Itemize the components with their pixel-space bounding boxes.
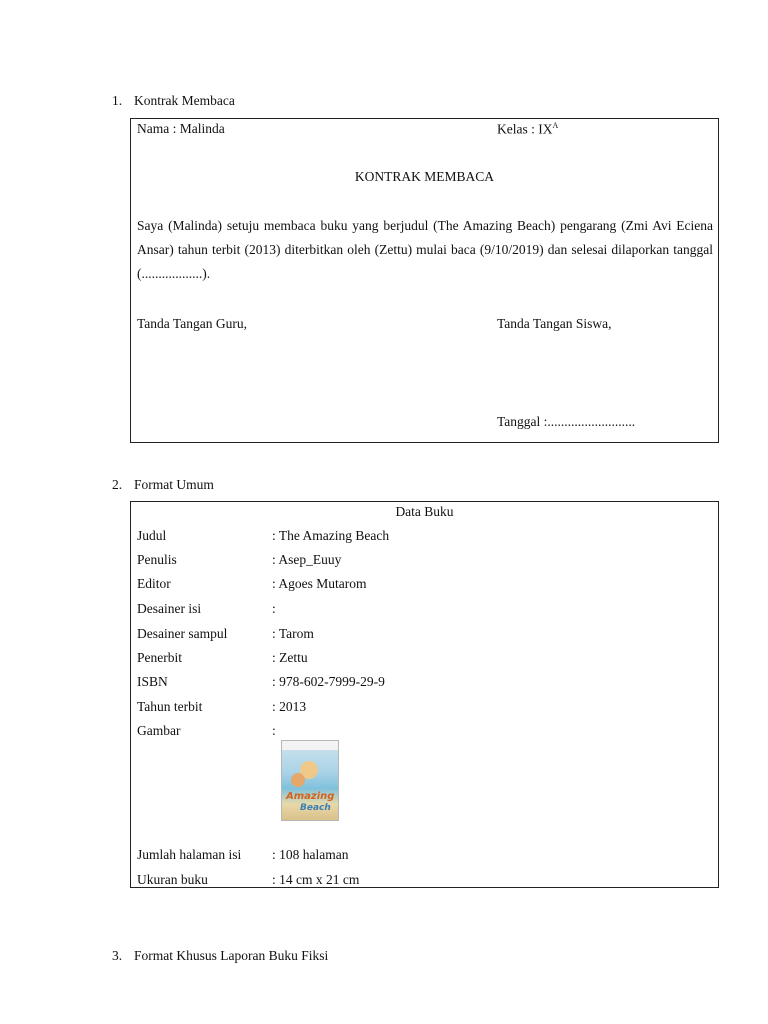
table-row — [137, 650, 308, 666]
row-label: Desainer isi — [137, 601, 202, 616]
row-label: Desainer sampul — [137, 626, 228, 641]
data-buku-box — [130, 501, 719, 888]
book-cover-image — [281, 740, 339, 821]
section-number: 2. — [112, 477, 123, 492]
row-label: Editor — [137, 576, 171, 591]
ttd-siswa-label: Tanda Tangan Siswa, — [497, 316, 612, 331]
row-label: Jumlah halaman isi — [137, 847, 242, 862]
kelas-text: Kelas : IX — [497, 121, 553, 137]
section-title: Kontrak Membaca — [134, 93, 235, 108]
cover-figure — [291, 773, 305, 787]
kelas-superscript: A — [552, 121, 559, 130]
row-label: Judul — [137, 528, 167, 543]
section-number: 1. — [112, 93, 123, 108]
row-value: : Tarom — [272, 626, 314, 641]
row-value: : — [272, 723, 276, 738]
table-row — [137, 528, 389, 544]
row-value: : Agoes Mutarom — [272, 576, 367, 591]
data-buku-title: Data Buku — [395, 504, 454, 519]
row-value: : 108 halaman — [272, 847, 349, 862]
row-label: Ukuran buku — [137, 872, 208, 887]
table-row — [137, 699, 306, 715]
ttd-guru-label: Tanda Tangan Guru, — [137, 316, 247, 331]
cover-title: Beach — [300, 803, 331, 813]
row-value: : The Amazing Beach — [272, 528, 390, 543]
row-label: ISBN — [137, 674, 168, 689]
table-row — [137, 872, 359, 888]
row-value: : 14 cm x 21 cm — [272, 872, 360, 887]
nama-field: Nama : Malinda — [137, 121, 225, 136]
section-number: 3. — [112, 948, 123, 963]
section-2-heading — [112, 477, 214, 493]
row-value: : — [272, 601, 276, 616]
row-value: : Asep_Euuy — [272, 552, 342, 567]
kontrak-paragraph: Saya (Malinda) setuju membaca buku yang berjudul (The Amazing Beach) pengarang (Zmi Avi Eciena Ansar) tahun terbit (2013) diterbitkan oleh (Zettu) mulai baca (9/10/2019) dan selesai dilaporkan tanggal (..................). — [137, 218, 713, 281]
tanggal-field: Tanggal :.......................... — [497, 414, 636, 429]
kontrak-heading: KONTRAK MEMBACA — [354, 169, 495, 184]
row-label: Penerbit — [137, 650, 182, 665]
table-row — [137, 723, 276, 739]
row-value: : Zettu — [272, 650, 308, 665]
row-label: Gambar — [137, 723, 181, 738]
row-label: Tahun terbit — [137, 699, 203, 714]
row-label: Penulis — [137, 552, 177, 567]
section-1-heading — [112, 93, 235, 109]
table-row — [137, 674, 385, 690]
row-value: : 978-602-7999-29-9 — [272, 674, 385, 689]
table-row — [137, 626, 314, 642]
cover-top-band — [282, 741, 338, 750]
table-row — [137, 847, 348, 863]
table-row — [137, 576, 367, 592]
cover-title: Amazing — [286, 791, 335, 802]
kontrak-membaca-box — [130, 118, 719, 443]
section-title: Format Khusus Laporan Buku Fiksi — [134, 948, 329, 963]
section-title: Format Umum — [134, 477, 214, 492]
kelas-field — [497, 121, 558, 138]
section-3-heading — [112, 948, 328, 964]
table-row — [137, 552, 341, 568]
row-value: : 2013 — [272, 699, 307, 714]
table-row — [137, 601, 276, 617]
